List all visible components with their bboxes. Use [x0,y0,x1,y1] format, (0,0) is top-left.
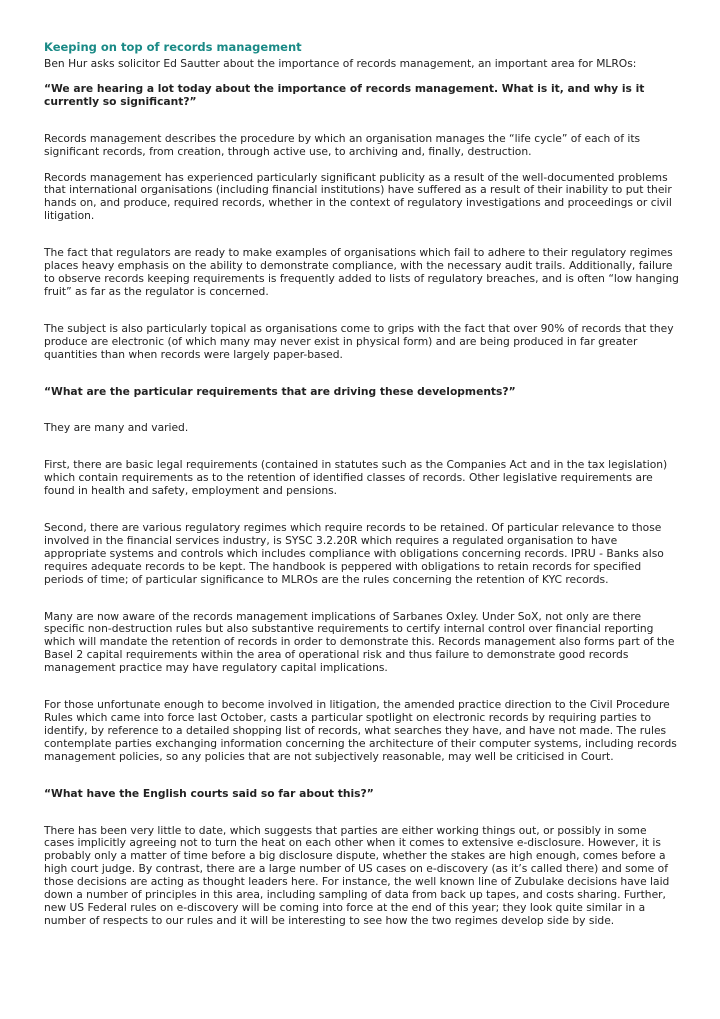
paragraph-2: Records management has experienced particularly significant publicity as a result of the well-documented problems that international organisations (including financial institutions) have suffered as a result of their inability to put their hands on, and produce, required records, whether in the context of regulatory investigations and proceedings or civil litigation. [44,170,672,223]
paragraph-9: For those unfortunate enough to become involved in litigation, the amended practice direction to the Civil Procedure Rules which came into force last October, casts a particular spotlight on electronic records by requiring parties to identify, by reference to a detailed shopping list of records, what searches they have, and have not made. The rules contemplate parties exchanging information concerning the architecture of their computer systems, including records management policies, so any policies that are not subjectively reasonable, may well be criticised in Court. [44,698,677,763]
article-title: Keeping on top of records management [44,40,302,54]
paragraph-5: They are many and varied. [44,421,189,435]
question-3: “What have the English courts said so far about this?” [44,786,374,800]
paragraph-1: Records management describes the procedure by which an organisation manages the “life cycle” of each of its significant records, from creation, through active use, to archiving and, finally, destruction. [44,131,641,158]
paragraph-7: Second, there are various regulatory regimes which require records to be retained. Of particular relevance to those involved in the financial services industry, is SYSC 3.2.20R which requires a regulated organisation to have appropriate systems and controls which includes compliance with obligations concerning records. IPRU - Banks also requires adequate records to be kept. The handbook is peppered with obligations to retain records for specified periods of time; of particular significance to MLROs are the rules concerning the retention of KYC records. [44,521,664,586]
paragraph-8: Many are now aware of the records management implications of Sarbanes Oxley. Under SoX, not only are there specific non-destruction rules but also substantive requirements to certify internal control over financial reporting which will mandate the retention of records in order to demonstrate this. Records management also forms part of the Basel 2 capital requirements within the area of operational risk and thus failure to demonstrate good records management practice may have regulatory capital implications. [44,609,675,675]
paragraph-4: The subject is also particularly topical as organisations come to grips with the fact that over 90% of records that they produce are electronic (of which many may never exist in physical form) and are being produced in far greater quantities than when records were largely paper-based. [44,321,674,361]
paragraph-3: The fact that regulators are ready to make examples of organisations which fail to adhere to their regulatory regimes places heavy emphasis on the ability to demonstrate compliance, with the necessary audit trails. Additionally, failure to observe records keeping requirements is frequently added to lists of regulatory breaches, and is often “low hanging fruit” as far as the regulator is concerned. [44,246,679,298]
article [44,40,680,928]
question-1: “We are hearing a lot today about the importance of records management. What is it, and why is it currently so significant?” [44,81,645,108]
question-2: “What are the particular requirements that are driving these developments?” [44,384,516,398]
paragraph-6: First, there are basic legal requirements (contained in statutes such as the Companies Act and in the tax legislation) which contain requirements as to the retention of identified classes of records. Other legislative requirements are found in health and safety, employment and pensions. [44,458,668,498]
intro-paragraph: Ben Hur asks solicitor Ed Sautter about the importance of records management, an important area for MLROs: [44,57,637,70]
paragraph-10: There has been very little to date, which suggests that parties are either working things out, or possibly in some cases implicitly agreeing not to turn the heat on each other when it comes to extensive e-disclosure. However, it is probably only a matter of time before a big disclosure dispute, whether the stakes are high enough, comes before a high court judge. By contrast, there are a large number of US cases on e-discovery (as it’s called there) and some of those decisions are acting as thought leaders here. For instance, the well known line of Zubulake decisions have laid down a number of principles in this area, including sampling of data from back up tapes, and costs sharing. Further, new US Federal rules on e-discovery will be coming into force at the end of this year; they look quite similar in a number of respects to our rules and it will be interesting to see how the two regimes develop side by side. [44,823,670,927]
